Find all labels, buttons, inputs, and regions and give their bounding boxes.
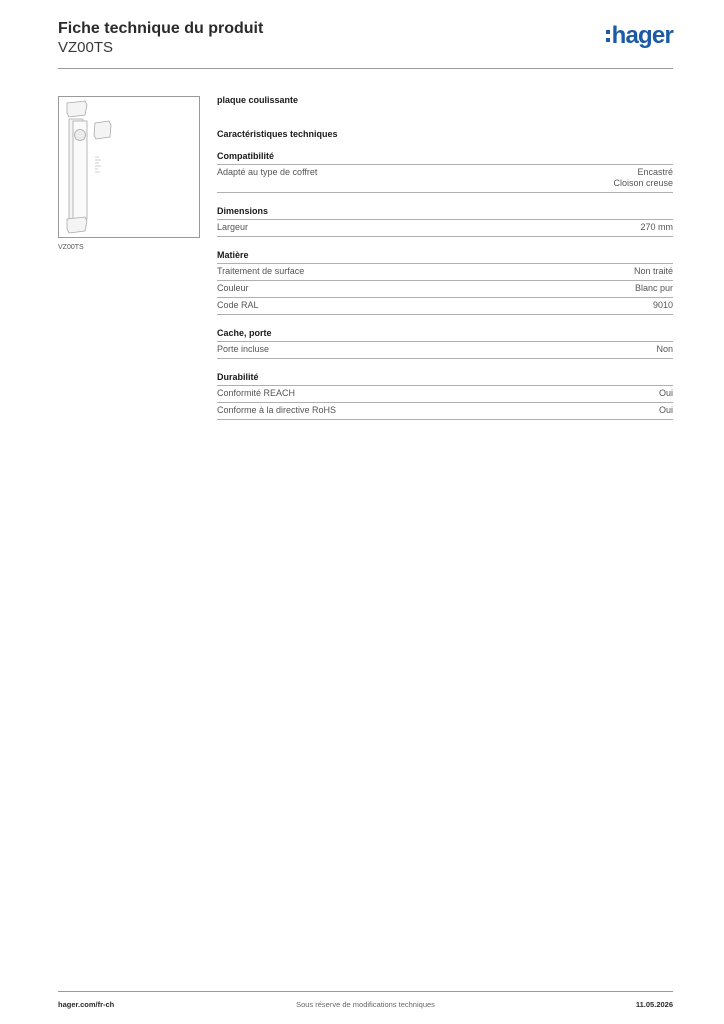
page-header [58, 20, 673, 69]
section-title: Caractéristiques techniques [217, 129, 338, 139]
spec-group-compatibility [217, 151, 673, 193]
group-title: Matière [217, 250, 673, 264]
spec-value: Blanc pur [634, 283, 673, 293]
document-date: 11.05.2026 [635, 1000, 673, 1009]
spec-row [217, 281, 673, 298]
product-image [58, 96, 200, 238]
spec-row [217, 165, 673, 193]
spec-value: 9010 [652, 300, 673, 310]
spec-group-material [217, 250, 673, 315]
spec-label: Traitement de surface [217, 266, 305, 276]
group-title: Cache, porte [217, 328, 673, 342]
spec-row [217, 298, 673, 315]
spec-label: Conforme à la directive RoHS [217, 405, 337, 415]
spec-row [217, 386, 673, 403]
product-name: plaque coulissante [217, 95, 299, 105]
spec-value: Oui [658, 405, 673, 415]
spec-value: Non [656, 344, 673, 354]
hager-logo [606, 24, 673, 48]
spec-value: Non traité [633, 266, 673, 276]
logo-dots-icon [606, 27, 611, 44]
page-footer [58, 991, 673, 1009]
spec-group-dimensions [217, 206, 673, 237]
logo-text: hager [611, 22, 673, 49]
spec-row [217, 403, 673, 420]
spec-group-durability [217, 372, 673, 420]
spec-value: Encastré Cloison creuse [613, 167, 673, 188]
spec-row [217, 220, 673, 237]
spec-label: Couleur [217, 283, 249, 293]
spec-label: Largeur [217, 222, 249, 232]
document-title: Fiche technique du produit [58, 20, 264, 37]
website-link[interactable]: hager.com/fr-ch [58, 1000, 115, 1009]
spec-group-cover-door [217, 328, 673, 359]
spec-row [217, 342, 673, 359]
spec-value: 270 mm [640, 222, 673, 232]
sliding-plate-drawing [59, 97, 199, 237]
group-title: Compatibilité [217, 151, 673, 165]
spec-sheet [217, 95, 673, 433]
spec-label: Adapté au type de coffret [217, 167, 318, 177]
image-caption: VZ00TS [58, 244, 84, 251]
spec-label: Porte incluse [217, 344, 270, 354]
group-title: Dimensions [217, 206, 673, 220]
group-title: Durabilité [217, 372, 673, 386]
spec-label: Code RAL [217, 300, 259, 310]
spec-value: Oui [658, 388, 673, 398]
spec-label: Conformité REACH [217, 388, 296, 398]
disclaimer: Sous réserve de modifications techniques [296, 1000, 435, 1009]
spec-row [217, 264, 673, 281]
product-reference: VZ00TS [58, 39, 114, 56]
